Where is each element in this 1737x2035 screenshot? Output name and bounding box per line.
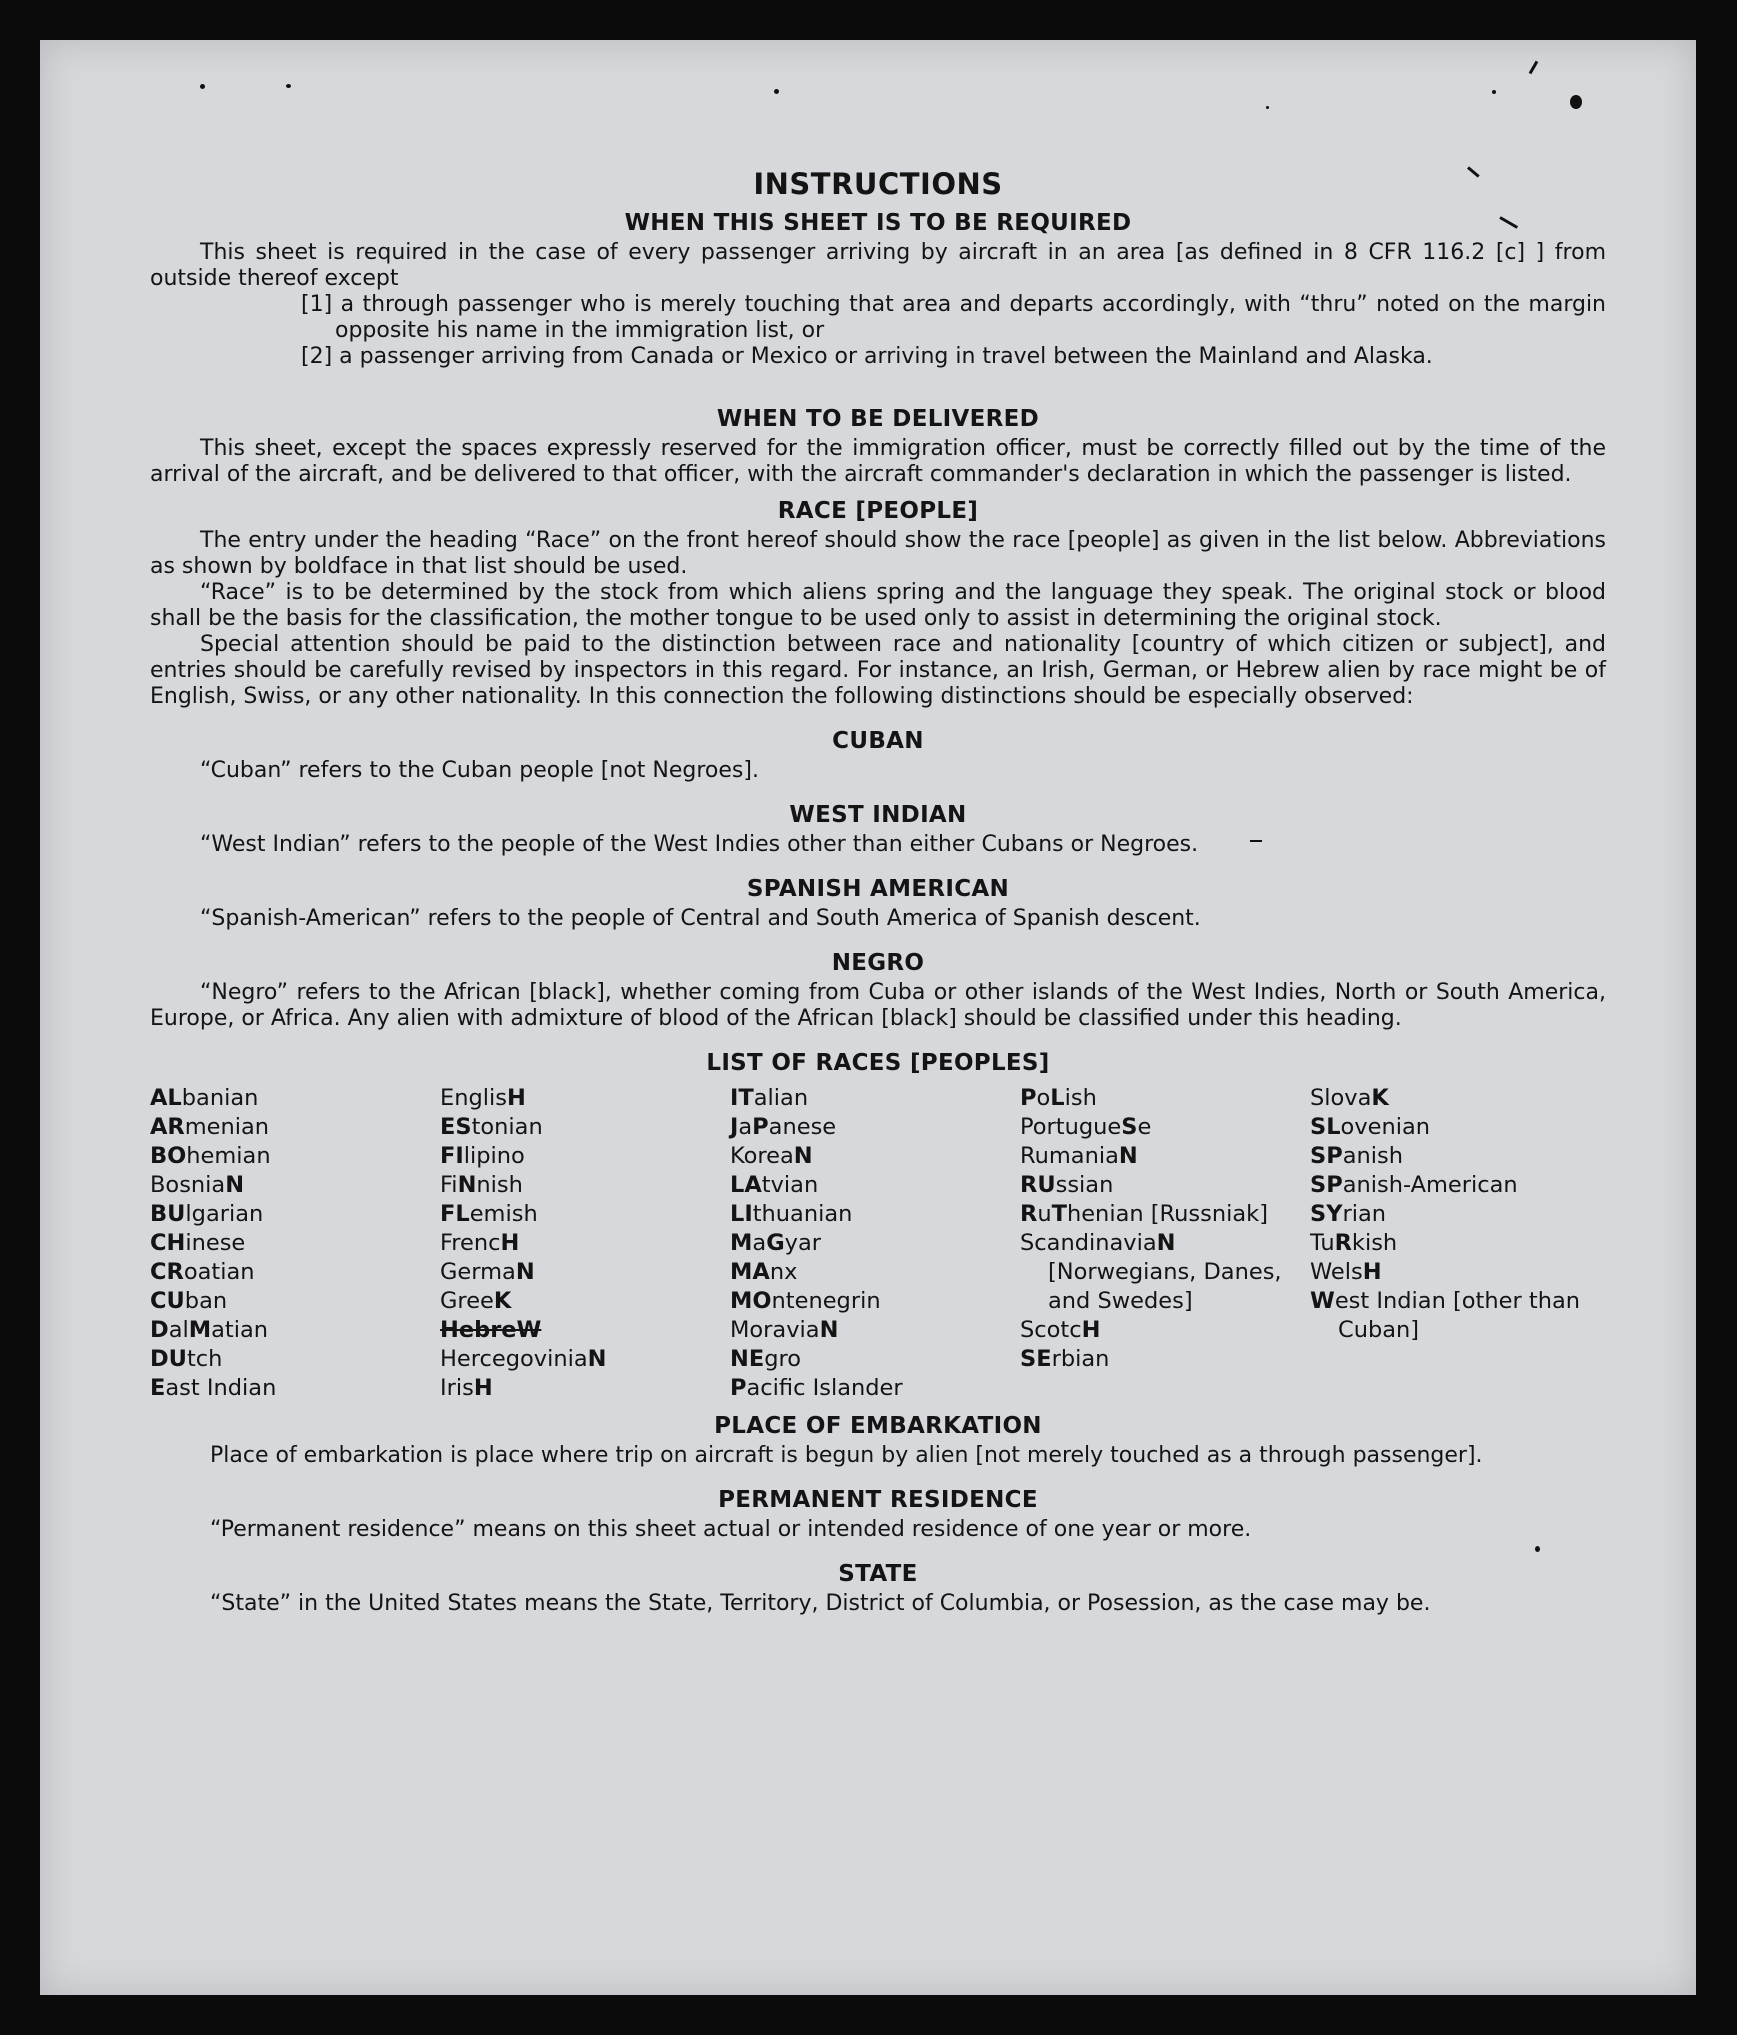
section-heading: WHEN THIS SHEET IS TO BE REQUIRED (624, 210, 1132, 236)
scan-speck (1266, 106, 1269, 109)
race-entry: CUban (150, 1288, 228, 1314)
race-entry: SLovenian (1310, 1114, 1431, 1140)
race-entry: BosniaN (150, 1172, 245, 1198)
race-entry: MaGyar (730, 1230, 822, 1256)
section-heading: CUBAN (832, 728, 924, 754)
race-entry: JaPanese (730, 1114, 837, 1140)
race-entry: LIthuanian (730, 1201, 853, 1227)
list-item: [1] a through passenger who is merely touching that area and departs accordingly, with “thru” noted on the margin opposite his name in the immigration list, or (301, 292, 1606, 343)
race-entry: ALbanian (150, 1085, 259, 1111)
paragraph: “Negro” refers to the African [black], whether coming from Cuba or other islands of the West Indies, North or South America, Europe, or Africa. Any alien with admixture of blood of the African [black] should be classified under this heading. (150, 980, 1606, 1031)
race-entry: TuRkish (1310, 1230, 1398, 1256)
race-entry: FLemish (440, 1201, 538, 1227)
race-entry: FrencH (440, 1230, 520, 1256)
race-entry: DUtch (150, 1346, 223, 1372)
race-entry: ScotcH (1020, 1317, 1101, 1343)
paragraph: “West Indian” refers to the people of the West Indies other than either Cubans or Negroes. (200, 832, 1199, 857)
race-entry: DalMatian (150, 1317, 269, 1343)
race-entry: CHinese (150, 1230, 246, 1256)
race-entry: SPanish-American (1310, 1172, 1518, 1198)
paragraph: “Race” is to be determined by the stock from which aliens spring and the language they speak. The original stock or blood shall be the basis for the classification, the mother tongue to be used only to assist in determining the original stock. (150, 580, 1606, 631)
section-heading: STATE (838, 1561, 918, 1587)
section-heading: RACE [PEOPLE] (777, 498, 979, 524)
paragraph: “Spanish-American” refers to the people of Central and South America of Spanish descent. (200, 906, 1201, 931)
race-entry: RumaniaN (1020, 1143, 1138, 1169)
paragraph: “Cuban” refers to the Cuban people [not Negroes]. (200, 758, 759, 783)
paragraph: “State” in the United States means the State, Territory, District of Columbia, or Posession, as the case may be. (210, 1591, 1431, 1616)
race-entry: Pacific Islander (730, 1375, 903, 1401)
race-entry: RUssian (1020, 1172, 1114, 1198)
scan-speck (1570, 95, 1582, 109)
race-entry: GermaN (440, 1259, 535, 1285)
race-column (440, 1084, 730, 1403)
race-entry: IrisH (440, 1375, 493, 1401)
race-column (1310, 1084, 1606, 1403)
race-entry: PortugueSe (1020, 1114, 1152, 1140)
race-entry: ScandinaviaN [Norwegians, Danes, and Swedes] (1020, 1230, 1289, 1314)
race-column (150, 1084, 440, 1403)
scan-speck (200, 84, 205, 89)
race-entry: HebreW (440, 1317, 542, 1343)
instructions-content (150, 162, 1606, 1617)
race-entry: RuThenian [Russniak] (1020, 1201, 1268, 1227)
race-entry: BUlgarian (150, 1201, 264, 1227)
paragraph: The entry under the heading “Race” on the front hereof should show the race [people] as given in the list below. Abbreviations as shown by boldface in that list should be used. (150, 528, 1606, 579)
race-entry: HercegoviniaN (440, 1346, 607, 1372)
race-entry: EStonian (440, 1114, 543, 1140)
race-entry: East Indian (150, 1375, 277, 1401)
paragraph: This sheet is required in the case of every passenger arriving by aircraft in an area [as defined in 8 CFR 116.2 [c] ] from outside thereof except (150, 240, 1606, 291)
race-entry: EnglisH (440, 1085, 526, 1111)
scan-speck (286, 84, 291, 88)
race-list (150, 1084, 1606, 1403)
race-entry: LAtvian (730, 1172, 819, 1198)
race-entry: CRoatian (150, 1259, 255, 1285)
race-entry: WelsH (1310, 1259, 1382, 1285)
list-item: [2] a passenger arriving from Canada or Mexico or arriving in travel between the Mainland and Alaska. (301, 344, 1433, 369)
race-entry: MoraviaN (730, 1317, 839, 1343)
race-entry: PoLish (1020, 1085, 1097, 1111)
section-heading: LIST OF RACES [PEOPLES] (706, 1050, 1050, 1076)
section-heading: PLACE OF EMBARKATION (714, 1413, 1042, 1439)
section-heading: WEST INDIAN (789, 802, 967, 828)
section-heading: PERMANENT RESIDENCE (718, 1487, 1038, 1513)
race-column (730, 1084, 1020, 1403)
race-entry: ARmenian (150, 1114, 270, 1140)
section-heading: SPANISH AMERICAN (746, 876, 1010, 902)
race-entry: ITalian (730, 1085, 809, 1111)
race-entry: FIlipino (440, 1143, 525, 1169)
paragraph: Place of embarkation is place where trip on aircraft is begun by alien [not merely touched as a through passenger]. (210, 1443, 1483, 1468)
race-entry: MAnx (730, 1259, 798, 1285)
race-column (1020, 1084, 1310, 1403)
document-page (40, 40, 1696, 1995)
paragraph: This sheet, except the spaces expressly reserved for the immigration officer, must be correctly filled out by the time of the arrival of the aircraft, and be delivered to that officer, with the aircraft commander's declaration in which the passenger is listed. (150, 436, 1606, 487)
paragraph: “Permanent residence” means on this sheet actual or intended residence of one year or more. (210, 1517, 1252, 1542)
race-entry: SlovaK (1310, 1085, 1389, 1111)
document-title: INSTRUCTIONS (753, 167, 1003, 201)
race-entry: SYrian (1310, 1201, 1387, 1227)
race-entry: GreeK (440, 1288, 512, 1314)
race-entry: SPanish (1310, 1143, 1403, 1169)
race-entry: FiNnish (440, 1172, 523, 1198)
scan-mark (1529, 61, 1539, 75)
race-entry: BOhemian (150, 1143, 271, 1169)
paragraph: Special attention should be paid to the distinction between race and nationality [country of which citizen or subject], and entries should be carefully revised by inspectors in this regard. For instance, an Irish, German, or Hebrew alien by race might be of English, Swiss, or any other nationality. In this connection the following distinctions should be especially observed: (150, 632, 1606, 709)
race-entry: SErbian (1020, 1346, 1110, 1372)
race-entry: KoreaN (730, 1143, 813, 1169)
race-entry: NEgro (730, 1346, 802, 1372)
race-entry: West Indian [other than Cuban] (1310, 1288, 1588, 1343)
race-entry: MOntenegrin (730, 1288, 881, 1314)
section-heading: WHEN TO BE DELIVERED (716, 406, 1040, 432)
section-heading: NEGRO (831, 950, 925, 976)
scan-speck (1492, 90, 1496, 94)
scan-speck (774, 89, 779, 94)
